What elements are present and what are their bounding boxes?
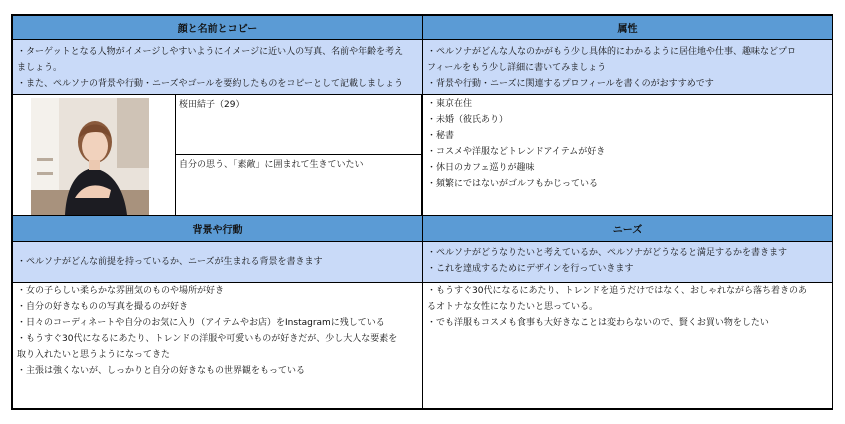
background-header [12,215,423,242]
face-description [12,39,423,95]
background-description [12,241,423,283]
background-body [12,282,423,409]
needs-header-label: ニーズ [612,225,643,236]
needs-item: るオトナな女性になりたいと思っている。 [427,302,599,312]
attribute-item: ・コスメや洋服などトレンドアイテムが好き [427,147,606,157]
face-header [12,15,423,40]
needs-desc-line: ・これを達成するためにデザインを行っていきます [427,264,634,274]
background-item: ・女の子らしい柔らかな雰囲気のものや場所が好き [17,286,225,296]
attributes-body [422,94,833,216]
persona-name-cell [175,94,422,155]
attribute-item: ・秘書 [427,131,455,141]
attributes-desc-line: フィールをもう少し詳細に書いてみましょう [427,63,607,73]
background-item: ・もうすぐ30代になるにあたり、トレンドの洋服や可愛いものが好きだが、少し大人な要素を [17,334,398,344]
attribute-item: ・頻繁にではないがゴルフもかじっている [427,179,599,189]
background-header-label: 背景や行動 [192,225,243,236]
face-desc-line: ・また、ペルソナの背景や行動・ニーズやゴールを要約したものをコピーとして記載しましょう [17,79,404,89]
needs-header [422,215,833,242]
needs-item: ・でも洋服もコスメも食事も大好きなことは変わらないので、賢くお買い物をしたい [427,318,769,328]
face-header-label: 顔と名前とコピー [177,24,258,35]
attributes-desc-line: ・ペルソナがどんな人なのかがもう少し具体的にわかるように居住地や仕事、趣味などプロ [427,47,797,57]
needs-item: ・もうすぐ30代になるにあたり、トレンドを追うだけではなく、おしゃれながら落ち着きのあ [427,286,808,296]
background-desc-line: ・ペルソナがどんな前提を持っているか、ニーズが生まれる背景を書きます [17,257,323,267]
needs-body [422,282,833,409]
attribute-item: ・未婚（彼氏あり） [427,115,509,125]
face-desc-line: ましょう。 [17,63,63,73]
attribute-item: ・東京在住 [427,99,473,109]
background-item: 取り入れたいと思うようになってきた [17,350,171,360]
persona-photo-image [31,98,149,215]
attributes-header-label: 属性 [617,24,638,35]
persona-name: 桜田結子（29） [179,100,245,110]
background-item: ・日々のコーディネートや自分のお気に入り（アイテムやお店）をInstagramに残している [17,318,385,328]
background-item: ・主張は強くないが、しっかりと自分の好きなもの世界観をもっている [17,366,306,376]
persona-sheet [11,14,833,410]
needs-description [422,241,833,283]
face-desc-line: ・ターゲットとなる人物がイメージしやすいようにイメージに近い人の写真、名前や年齢を考え [17,47,404,57]
persona-copy-cell [175,154,422,216]
persona-copy: 自分の思う、「素敵」に囲まれて生きていたい [179,160,364,170]
persona-photo [31,98,149,215]
attribute-item: ・休日のカフェ巡りが趣味 [427,163,535,173]
attributes-description [422,39,833,95]
needs-desc-line: ・ペルソナがどうなりたいと考えているか、ペルソナがどうなると満足するかを書きます [427,248,788,258]
background-item: ・自分の好きなものの写真を撮るのが好き [17,302,189,312]
attributes-desc-line: ・背景や行動・ニーズに関連するプロフィールを書くのがおすすめです [427,79,714,89]
attributes-header [422,15,833,40]
